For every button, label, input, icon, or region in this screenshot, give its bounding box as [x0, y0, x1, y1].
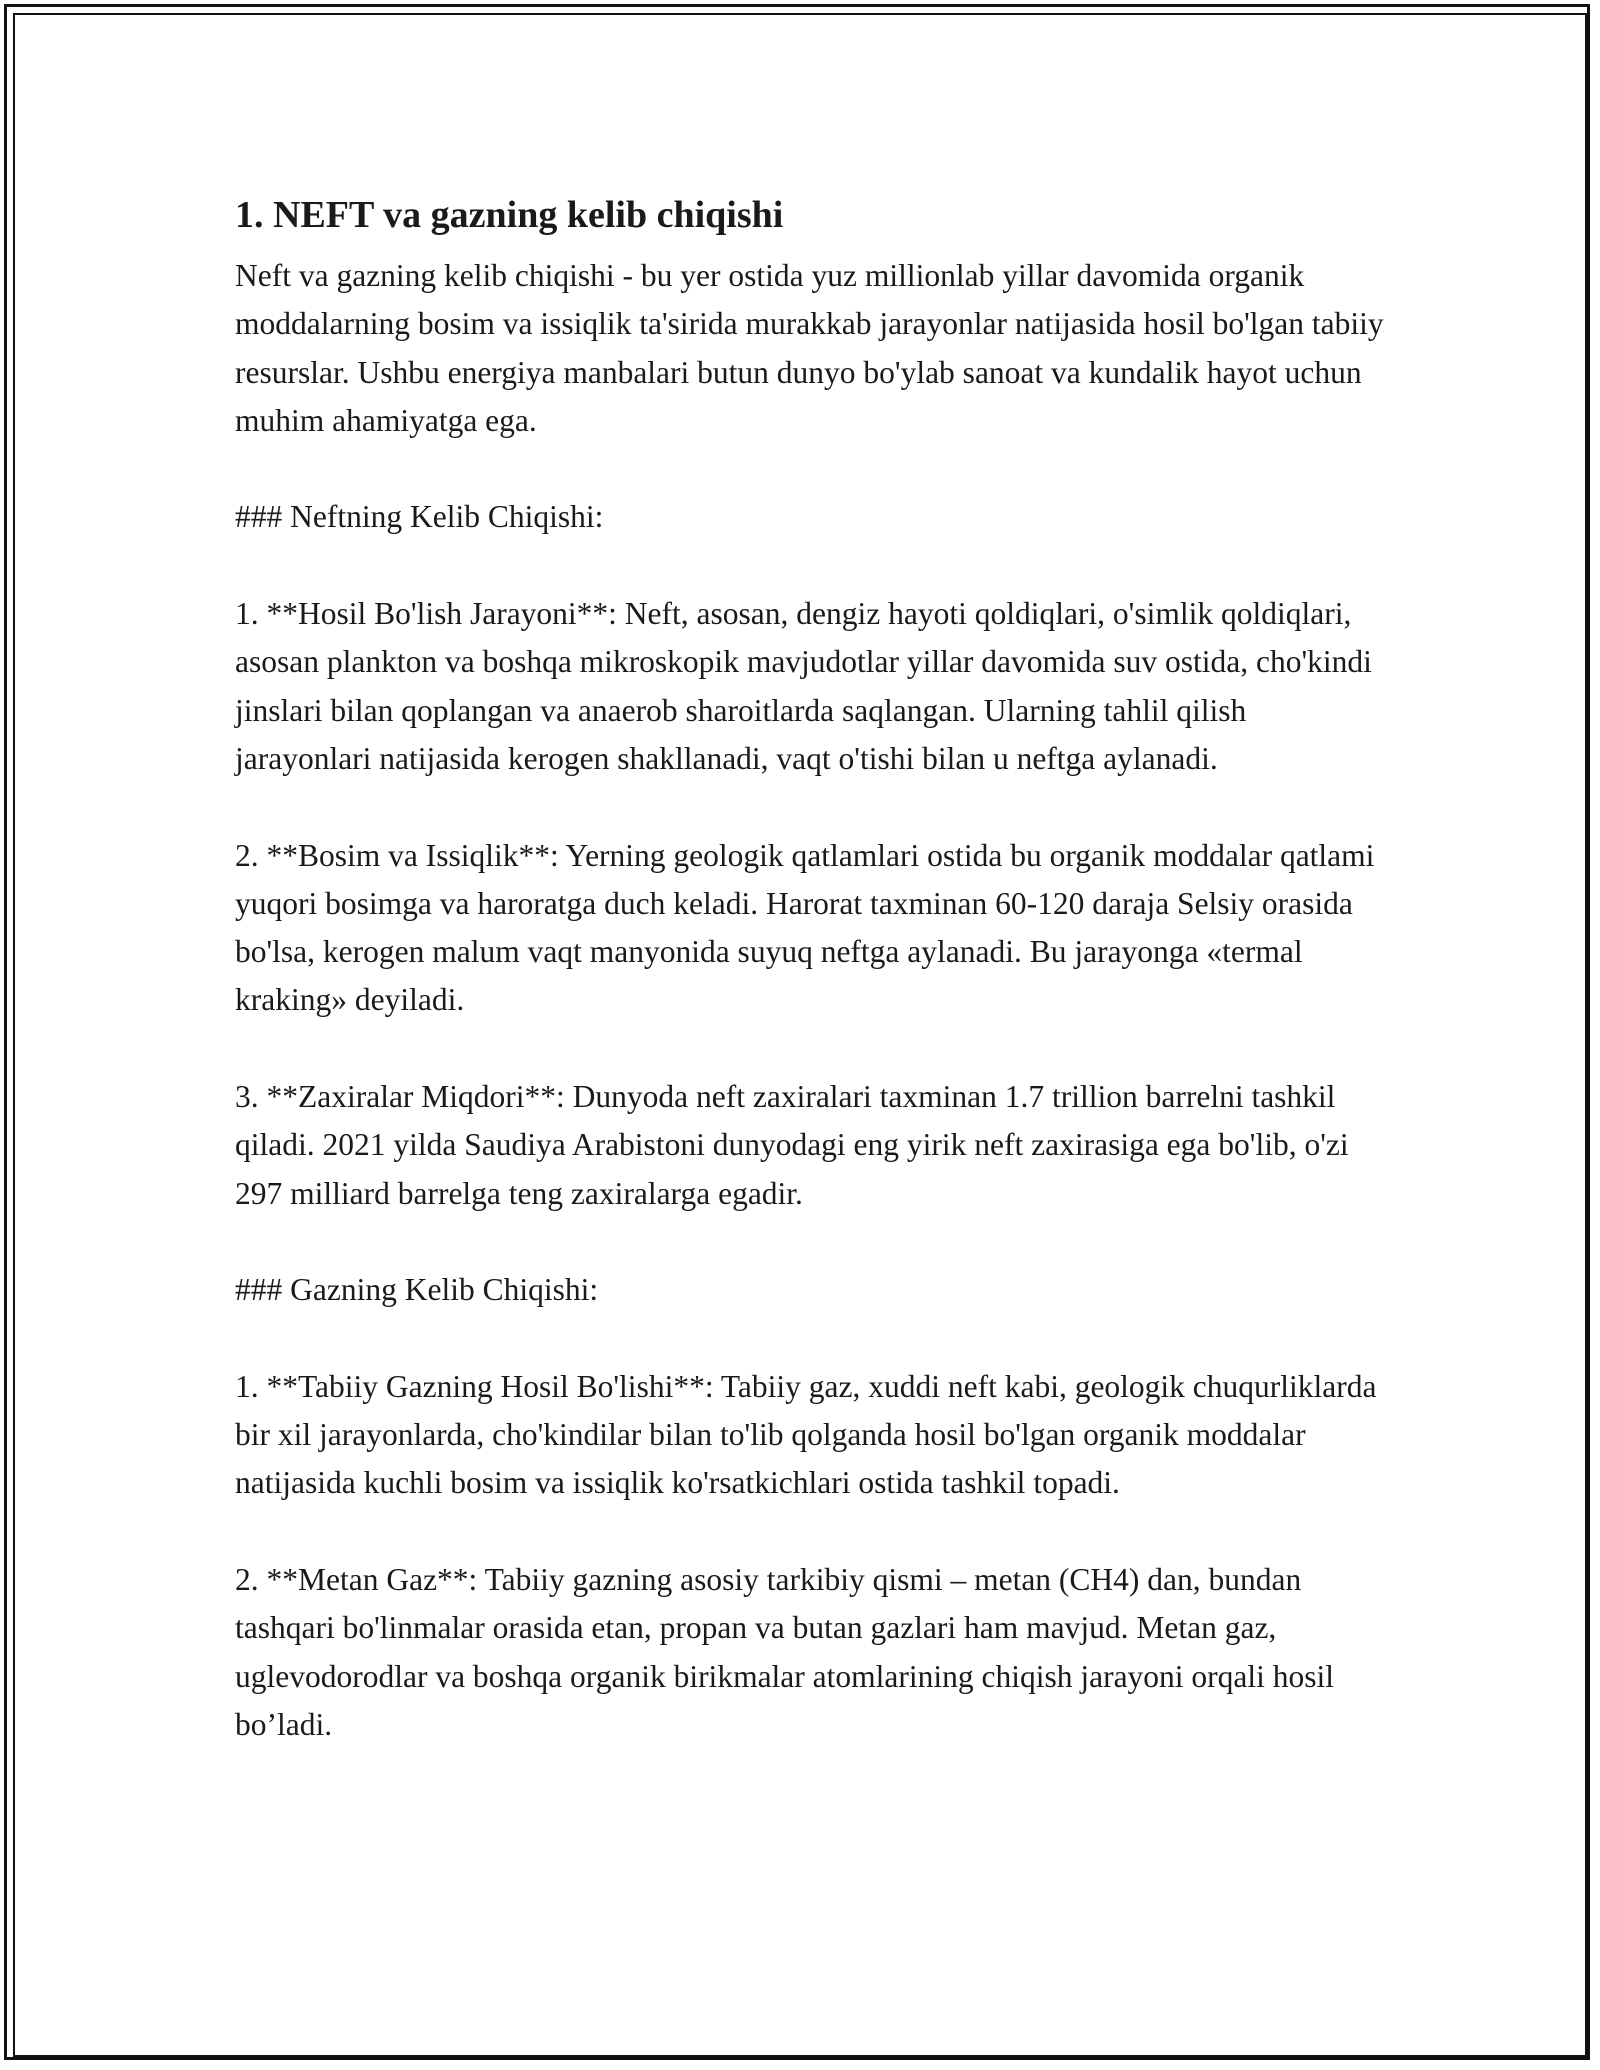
oil-point-3: 3. **Zaxiralar Miqdori**: Dunyoda neft zaxiralari taxminan 1.7 trillion barrelni tashkil qiladi. 2021 yilda Saudiya Arabistoni dunyodagi eng yirik neft zaxirasiga ega bo'lib, o'zi 297 milliard barrelga teng zaxiralarga egadir. — [235, 1079, 1349, 1211]
gas-point-1: 1. **Tabiiy Gazning Hosil Bo'lishi**: Tabiiy gaz, xuddi neft kabi, geologik chuqurliklarda bir xil jarayonlarda, cho'kindilar bilan to'lib qolganda hosil bo'lgan organik moddalar natijasida kuchli bosim va issiqlik ko'rsatkichlari ostida tashkil topadi. — [235, 1368, 1377, 1501]
section-heading-oil: ### Neftning Kelib Chiqishi: — [235, 499, 604, 535]
document-title: 1. NEFT va gazning kelib chiqishi — [235, 194, 784, 236]
gas-point-2: 2. **Metan Gaz**: Tabiiy gazning asosiy tarkibiy qismi – metan (CH4) dan, bundan tashqari bo'linmalar orasida etan, propan va butan gazlari ham mavjud. Metan gaz, uglevodorodlar va boshqa organik birikmalar atomlarining chiqish jarayoni orqali hosil bo’ladi. — [235, 1562, 1335, 1742]
intro-paragraph: Neft va gazning kelib chiqishi - bu yer ostida yuz millionlab yillar davomida organik moddalarning bosim va issiqlik ta'sirida murakkab jarayonlar natijasida hosil bo'lgan tabiiy resurslar. Ushbu energiya manbalari butun dunyo bo'ylab sanoat va kundalik hayot uchun muhim ahamiyatga ega. — [235, 258, 1384, 438]
oil-point-1: 1. **Hosil Bo'lish Jarayoni**: Neft, asosan, dengiz hayoti qoldiqlari, o'simlik qoldiqlari, asosan plankton va boshqa mikroskopik mavjudotlar yillar davomida suv ostida, cho'kindi jinslari bilan qoplangan va anaerob sharoitlarda saqlangan. Ularning tahlil qilish jarayonlari natijasida kerogen shakllanadi, vaqt o'tishi bilan u neftga aylanadi. — [235, 596, 1372, 776]
document-body — [235, 186, 1385, 1798]
oil-point-2: 2. **Bosim va Issiqlik**: Yerning geologik qatlamlari ostida bu organik moddalar qatlami yuqori bosimga va haroratga duch keladi. Harorat taxminan 60-120 daraja Selsiy orasida bo'lsa, kerogen malum vaqt manyonida suyuq neftga aylanadi. Bu jarayonga «termal kraking» deyiladi. — [235, 837, 1375, 1018]
section-heading-gas: ### Gazning Kelib Chiqishi: — [235, 1272, 599, 1308]
